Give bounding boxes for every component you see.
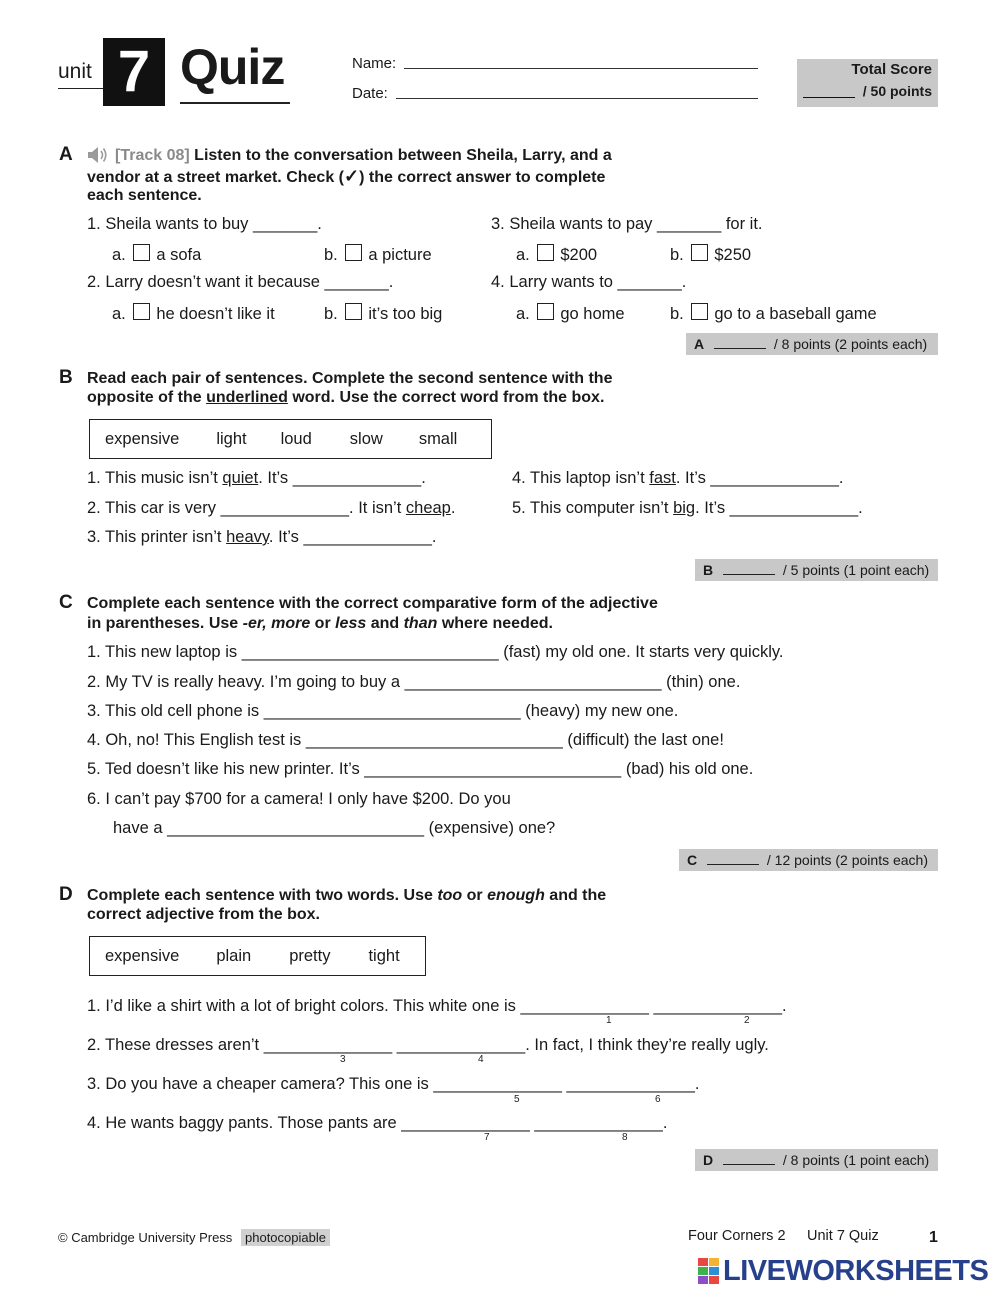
instr-b-line1: Read each pair of sentences. Complete the second sentence with the bbox=[87, 370, 613, 387]
blank-number: 6 bbox=[655, 1094, 661, 1105]
word: light bbox=[216, 429, 247, 448]
section-c-score: C / 12 points (2 points each) bbox=[679, 849, 938, 871]
unit-word: unit bbox=[58, 60, 92, 83]
word: pretty bbox=[289, 946, 331, 965]
checkbox[interactable] bbox=[345, 244, 362, 261]
question-b2: 2. This car is very ______________. It isn’t cheap. bbox=[87, 499, 456, 517]
option-a2a[interactable]: a. he doesn’t like it bbox=[112, 305, 275, 323]
checkbox[interactable] bbox=[537, 303, 554, 320]
instr-b-line2: opposite of the underlined word. Use the correct word from the box. bbox=[87, 389, 605, 406]
blank-number: 8 bbox=[622, 1132, 628, 1143]
section-d-score: D / 8 points (1 point each) bbox=[695, 1149, 938, 1171]
word: tight bbox=[368, 946, 400, 965]
checkbox[interactable] bbox=[691, 244, 708, 261]
checkbox[interactable] bbox=[537, 244, 554, 261]
blank-number: 4 bbox=[478, 1054, 484, 1065]
option-a4b[interactable]: b. go to a baseball game bbox=[670, 305, 877, 323]
instr-c-line2: in parentheses. Use -er, more or less and than where needed. bbox=[87, 615, 553, 632]
score-blank[interactable] bbox=[707, 851, 759, 865]
checkbox[interactable] bbox=[133, 303, 150, 320]
score-blank[interactable] bbox=[714, 335, 766, 349]
question-c1: 1. This new laptop is ____________________________ (fast) my old one. It starts very quickly. bbox=[87, 643, 784, 661]
word-box-d bbox=[89, 936, 426, 976]
option-a4a[interactable]: a. go home bbox=[516, 305, 625, 323]
unit-number: 7 bbox=[117, 39, 151, 104]
section-d-letter: D bbox=[59, 884, 73, 905]
question-c3: 3. This old cell phone is ____________________________ (heavy) my new one. bbox=[87, 702, 679, 720]
copyright: © Cambridge University Press bbox=[58, 1230, 233, 1245]
option-a1a[interactable]: a. a sofa bbox=[112, 246, 202, 264]
instr-c-line1: Complete each sentence with the correct comparative form of the adjective bbox=[87, 595, 658, 612]
question-c5: 5. Ted doesn’t like his new printer. It’s ____________________________ (bad) his old one. bbox=[87, 760, 754, 778]
question-d2: 2. These dresses aren’t ______________ ______________. In fact, I think they’re really ugly. bbox=[87, 1036, 769, 1054]
checkbox[interactable] bbox=[345, 303, 362, 320]
logo-icon bbox=[698, 1258, 720, 1284]
blank-number: 7 bbox=[484, 1132, 490, 1143]
question-b3: 3. This printer isn’t heavy. It’s ______________. bbox=[87, 528, 437, 546]
blank-number: 5 bbox=[514, 1094, 520, 1105]
unit-quiz-label: Unit 7 Quiz bbox=[807, 1228, 879, 1244]
section-b-score: B / 5 points (1 point each) bbox=[695, 559, 938, 581]
score-blank[interactable] bbox=[723, 1151, 775, 1165]
blank-number: 3 bbox=[340, 1054, 346, 1065]
question-c4: 4. Oh, no! This English test is ____________________________ (difficult) the last one! bbox=[87, 731, 724, 749]
liveworksheets-logo[interactable] bbox=[698, 1256, 994, 1286]
check-icon: ✓ bbox=[344, 166, 360, 186]
blank-number: 2 bbox=[744, 1015, 750, 1026]
section-b-letter: B bbox=[59, 367, 73, 388]
instr-a-line3: each sentence. bbox=[87, 187, 202, 204]
option-a2b[interactable]: b. it’s too big bbox=[324, 305, 443, 323]
name-label: Name: bbox=[352, 55, 397, 72]
book-title: Four Corners 2 bbox=[688, 1228, 786, 1244]
blank-number: 1 bbox=[606, 1015, 612, 1026]
word: expensive bbox=[105, 429, 180, 448]
date-label: Date: bbox=[352, 85, 388, 102]
instr-a-line2: vendor at a street market. Check (✓) the correct answer to complete bbox=[87, 166, 606, 186]
question-a2: 2. Larry doesn’t want it because _______. bbox=[87, 273, 394, 291]
checkbox[interactable] bbox=[691, 303, 708, 320]
photocopiable-badge: photocopiable bbox=[241, 1229, 330, 1246]
track-label: [Track 08] bbox=[115, 147, 190, 164]
word: plain bbox=[216, 946, 252, 965]
total-score-box bbox=[797, 59, 938, 107]
unit-underline bbox=[58, 88, 106, 89]
unit-number-box bbox=[103, 38, 165, 106]
question-d3: 3. Do you have a cheaper camera? This one is ______________ ______________. bbox=[87, 1075, 700, 1093]
section-a-instructions bbox=[115, 146, 612, 166]
date-field[interactable] bbox=[396, 98, 758, 99]
quiz-title: Quiz bbox=[180, 39, 285, 95]
word: small bbox=[418, 429, 458, 448]
question-a4: 4. Larry wants to _______. bbox=[491, 273, 687, 291]
question-d4: 4. He wants baggy pants. Those pants are ______________ ______________. bbox=[87, 1114, 668, 1132]
option-a3b[interactable]: b. $250 bbox=[670, 246, 752, 264]
instr-d-line1: Complete each sentence with two words. Use too or enough and the bbox=[87, 887, 607, 904]
word: slow bbox=[349, 429, 383, 448]
section-a-score: A / 8 points (2 points each) bbox=[686, 333, 938, 355]
total-score-label: Total Score bbox=[851, 61, 932, 78]
word: loud bbox=[280, 429, 312, 448]
section-a-letter: A bbox=[59, 144, 73, 165]
total-score-blank[interactable] bbox=[803, 97, 855, 98]
question-a1: 1. Sheila wants to buy _______. bbox=[87, 215, 322, 233]
word-box-b bbox=[89, 419, 492, 459]
checkbox[interactable] bbox=[133, 244, 150, 261]
question-b5: 5. This computer isn’t big. It’s ______________. bbox=[512, 499, 863, 517]
word: expensive bbox=[105, 946, 180, 965]
option-a3a[interactable]: a. $200 bbox=[516, 246, 598, 264]
question-b4: 4. This laptop isn’t fast. It’s ______________. bbox=[512, 469, 844, 487]
question-c6-line2: have a ____________________________ (expensive) one? bbox=[113, 819, 556, 837]
total-score-points: / 50 points bbox=[862, 83, 932, 99]
question-a3: 3. Sheila wants to pay _______ for it. bbox=[491, 215, 763, 233]
instr-a-line1: Listen to the conversation between Sheila, Larry, and a bbox=[194, 147, 612, 164]
question-d1: 1. I’d like a shirt with a lot of bright colors. This white one is ______________ ______________. bbox=[87, 997, 787, 1015]
name-field[interactable] bbox=[404, 68, 758, 69]
question-b1: 1. This music isn’t quiet. It’s ______________. bbox=[87, 469, 426, 487]
logo-text: LIVEWORKSHEETS bbox=[723, 1255, 989, 1287]
score-blank[interactable] bbox=[723, 561, 775, 575]
option-a1b[interactable]: b. a picture bbox=[324, 246, 432, 264]
instr-d-line2: correct adjective from the box. bbox=[87, 906, 320, 923]
quiz-underline bbox=[180, 102, 290, 104]
page-number: 1 bbox=[929, 1229, 938, 1246]
question-c2: 2. My TV is really heavy. I’m going to buy a ____________________________ (thin) one. bbox=[87, 673, 741, 691]
section-c-letter: C bbox=[59, 592, 73, 613]
question-c6-line1: 6. I can’t pay $700 for a camera! I only have $200. Do you bbox=[87, 790, 511, 808]
